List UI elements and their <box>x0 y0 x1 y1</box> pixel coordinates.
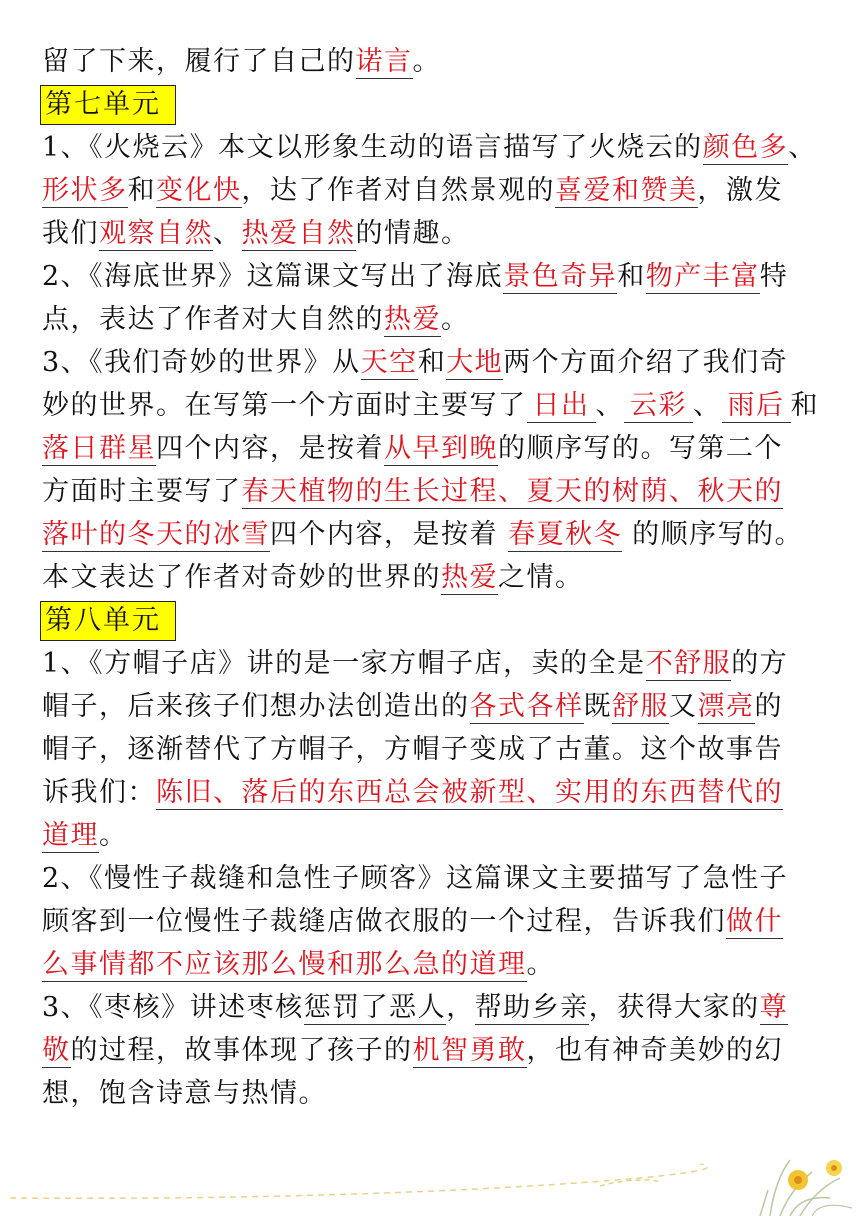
text-line <box>42 255 822 298</box>
text: 的 <box>754 691 783 722</box>
answer-underlined: 么事情都不应该那么慢和那么急的道理 <box>42 949 527 980</box>
text-line <box>42 470 822 513</box>
text-line <box>42 126 822 169</box>
answer-underlined: 做什 <box>726 906 783 937</box>
text: 想，饱含诗意与热情。 <box>42 1078 327 1109</box>
text: 特 <box>759 261 789 292</box>
answer-underlined: 诺言 <box>355 46 413 77</box>
text-line <box>42 685 822 728</box>
answer-underlined: 敬 <box>42 1035 71 1066</box>
text: 和 <box>417 347 447 378</box>
answer-underlined: 落叶的 <box>42 519 128 550</box>
text: 的顺序写的。 <box>622 519 804 550</box>
text: 1、《火烧云》本文以形象生动的语言描写了火烧云的 <box>42 132 703 163</box>
answer-underlined: 尊 <box>759 992 789 1023</box>
text: 、 <box>693 390 722 421</box>
text: 3、《我们奇妙的世界》从 <box>42 347 361 378</box>
answer-underlined: 春天植物的生长过程、夏天的树荫、秋天的 <box>241 476 783 507</box>
text: 。 <box>99 820 128 851</box>
text-line <box>42 900 822 943</box>
text: 顾客到一位慢性子裁缝店做衣服的一个过程，告诉我们 <box>42 906 726 937</box>
answer-underlined: 日出 <box>527 390 596 423</box>
text: 和 <box>127 175 156 206</box>
text: 又 <box>669 691 698 722</box>
answer-underlined: 景色奇异 <box>503 261 618 292</box>
answer-underlined: 惩罚了恶人 <box>303 992 447 1023</box>
answer-underlined: 观察自然 <box>99 218 213 249</box>
unit-heading-8: 第八单元 <box>40 601 176 641</box>
text: 3、《枣核》讲述枣核 <box>42 992 304 1023</box>
text: ， <box>446 992 475 1023</box>
answer-underlined: 热爱 <box>441 562 498 593</box>
answer-underlined: 雨后 <box>722 390 791 423</box>
text-line <box>42 513 822 556</box>
text: 。 <box>441 304 470 335</box>
answer-underlined: 物产丰富 <box>645 261 760 292</box>
text: 的顺序写的。写第二个 <box>498 433 783 464</box>
text: 。 <box>412 46 441 77</box>
text: 本文表达了作者对奇妙的世界的 <box>42 562 441 593</box>
text: 方面时主要写了 <box>42 476 242 507</box>
text-line <box>42 556 822 599</box>
text: ，激发 <box>697 175 783 206</box>
answer-underlined: 漂亮 <box>697 691 755 722</box>
text-line <box>42 857 822 900</box>
dashed-path <box>10 1164 708 1198</box>
answer-underlined: 机智勇敢 <box>412 1035 527 1066</box>
flower-icon <box>826 1160 842 1176</box>
text: ，获得大家的 <box>588 992 760 1023</box>
answer-underlined: 陈旧、落后的东西总会被新型、实用的东西替代的 <box>156 777 783 808</box>
answer-underlined: 热爱 <box>384 304 441 335</box>
unit-heading-7: 第七单元 <box>40 85 176 125</box>
text: 诉我们： <box>42 777 156 808</box>
answer-underlined: 喜爱和赞美 <box>555 175 698 206</box>
text: 之情。 <box>498 562 584 593</box>
text: 。 <box>526 949 555 980</box>
text: ，达了作者对自然景观的 <box>241 175 555 206</box>
text: 、 <box>595 390 624 421</box>
text-line <box>42 40 822 83</box>
answer-underlined: 天空 <box>360 347 418 378</box>
text-line <box>42 771 822 814</box>
text-line <box>42 341 822 384</box>
text: 两个方面介绍了我们奇 <box>503 347 789 378</box>
text: 2、《海底世界》这篇课文写出了海底 <box>42 261 504 292</box>
text: 帽子，逐渐替代了方帽子，方帽子变成了古董。这个故事告 <box>42 734 783 765</box>
answer-underlined: 从早到晚 <box>384 433 498 464</box>
text-line <box>42 986 822 1029</box>
text: 和 <box>790 390 819 421</box>
text: 四个内容，是按着 <box>156 433 384 464</box>
text-line <box>42 642 822 685</box>
unit-heading-row <box>42 83 822 126</box>
answer-underlined: 热爱自然 <box>241 218 356 249</box>
text: 的方 <box>731 648 789 679</box>
answer-underlined: 颜色多 <box>702 132 789 163</box>
text: 的过程，故事体现了孩子的 <box>70 1035 413 1066</box>
unit-heading-row <box>42 599 822 642</box>
text: 和 <box>617 261 646 292</box>
text-line <box>42 212 822 255</box>
text-line <box>42 1029 822 1072</box>
text: 四个内容，是按着 <box>270 519 509 550</box>
text-line <box>42 169 822 212</box>
answer-underlined: 形状多 <box>42 175 128 206</box>
document-body <box>42 40 822 1115</box>
text: 、 <box>788 132 817 163</box>
text: 妙的世界。在写第一个方面时主要写了 <box>42 390 527 421</box>
text-line <box>42 943 822 986</box>
text: 留了下来，履行了自己的 <box>42 46 356 77</box>
text-line <box>42 298 822 341</box>
answer-underlined: 大地 <box>446 347 504 378</box>
footer-decoration <box>0 1120 860 1216</box>
answer-underlined: 落日群星 <box>42 433 156 464</box>
text: 1、《方帽子店》讲的是一家方帽子店，卖的全是 <box>42 648 646 679</box>
text: 、 <box>213 218 242 249</box>
text-line <box>42 728 822 771</box>
answer-underlined: 不舒服 <box>645 648 732 679</box>
answer-underlined: 帮助乡亲 <box>474 992 589 1023</box>
answer-underlined: 变化快 <box>156 175 242 206</box>
text-line <box>42 384 822 427</box>
text: ，也有神奇美妙的幻 <box>526 1035 783 1066</box>
text: 既 <box>583 691 612 722</box>
text-line <box>42 814 822 857</box>
answer-underlined: 冬天的冰雪 <box>127 519 270 550</box>
text-line <box>42 1072 822 1115</box>
text: 2、《慢性子裁缝和急性子顾客》这篇课文主要描写了急性子 <box>42 863 789 894</box>
flower-icon <box>788 1170 808 1190</box>
text: 帽子，后来孩子们想办法创造出的 <box>42 691 470 722</box>
answer-underlined: 舒服 <box>612 691 669 722</box>
answer-underlined: 春夏秋冬 <box>508 519 623 550</box>
text-line <box>42 427 822 470</box>
answer-underlined: 各式各样 <box>469 691 584 722</box>
answer-underlined: 云彩 <box>624 390 693 423</box>
answer-underlined: 道理 <box>42 820 99 851</box>
text: 点，表达了作者对大自然的 <box>42 304 384 335</box>
text: 的情趣。 <box>355 218 470 249</box>
text: 我们 <box>42 218 99 249</box>
